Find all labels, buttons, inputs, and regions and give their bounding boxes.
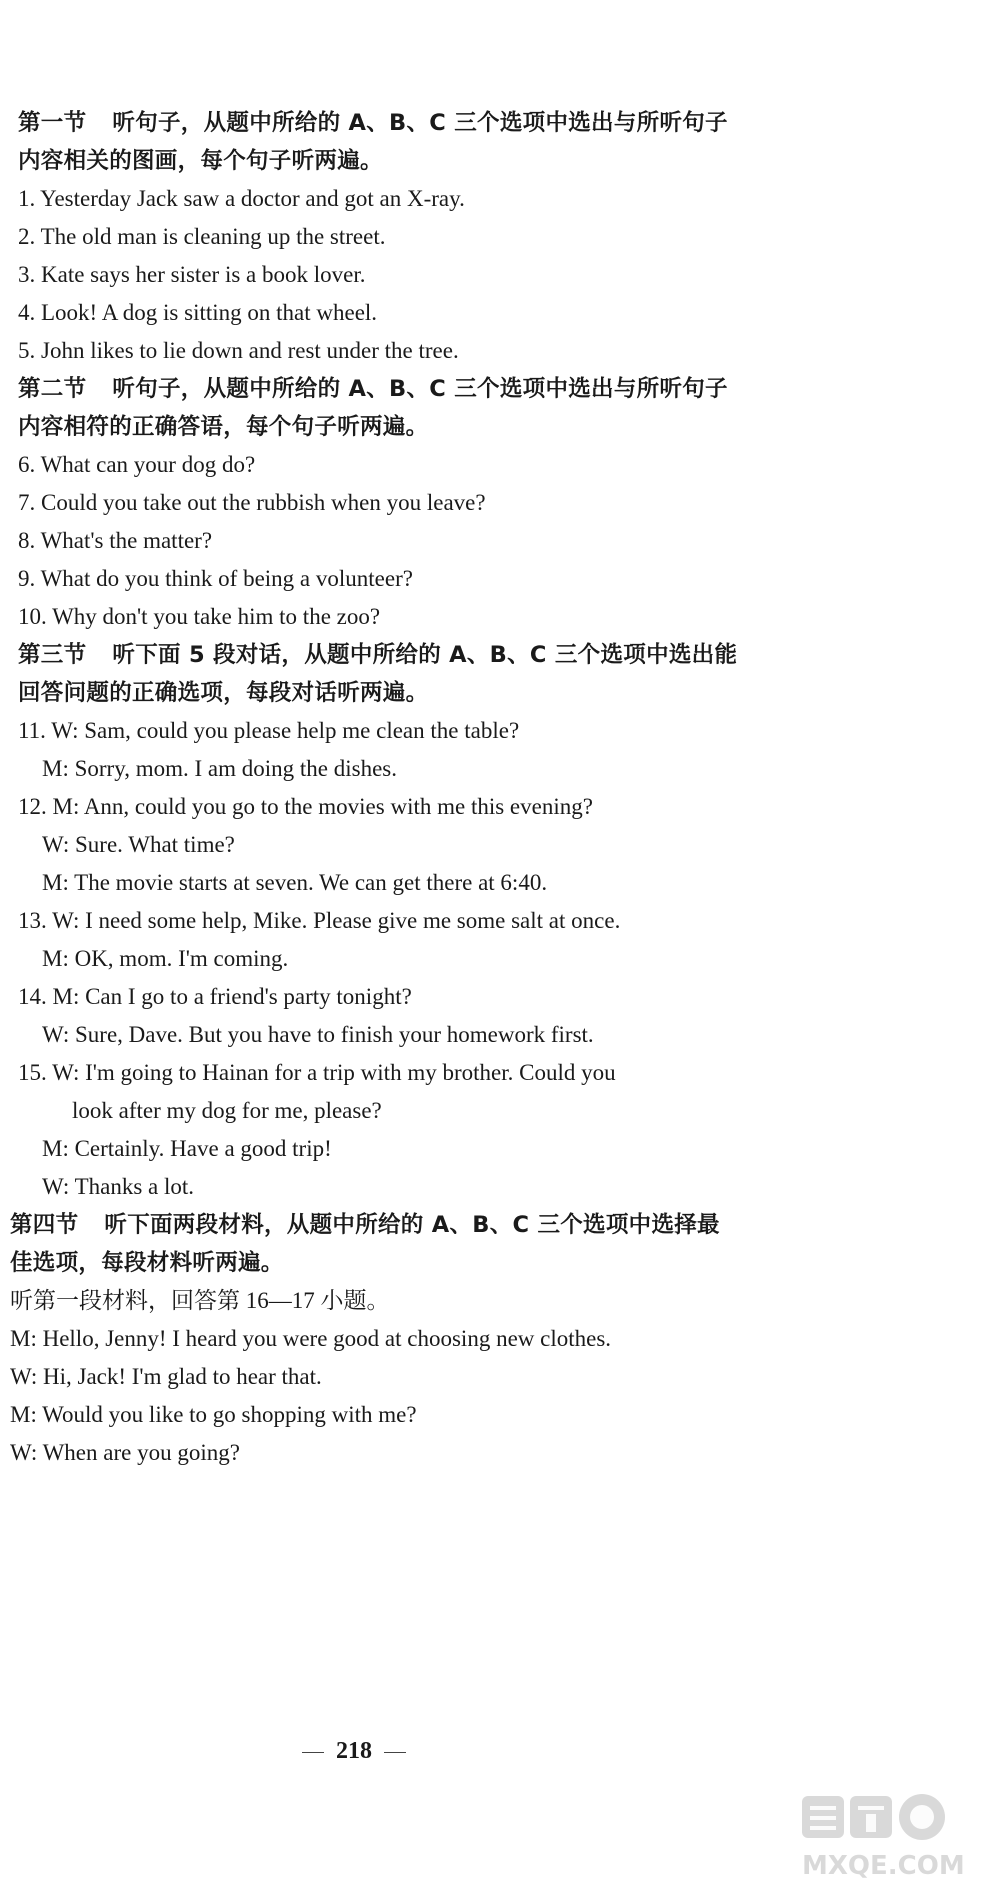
page-footer	[290, 1736, 418, 1766]
dialogue-13-line1: 13. W: I need some help, Mike. Please give me some salt at once.	[18, 908, 621, 933]
material-1-line1: M: Hello, Jenny! I heard you were good at choosing new clothes.	[10, 1326, 612, 1351]
section-3-label: 第三节	[18, 642, 87, 668]
section-4-instruction-line2: 佳选项，每段材料听两遍。	[10, 1250, 284, 1276]
section-4-instruction-line1: 听下面两段材料，从题中所给的 A、B、C 三个选项中选择最	[104, 1212, 720, 1238]
footer-dash-right	[384, 1752, 406, 1754]
page-number: 218	[336, 1738, 372, 1764]
material-1-line2: W: Hi, Jack! I'm glad to hear that.	[10, 1364, 322, 1389]
item-8: 8. What's the matter?	[18, 528, 213, 553]
dialogue-13-line2: M: OK, mom. I'm coming.	[42, 946, 289, 971]
footer-dash-left	[302, 1752, 324, 1754]
section-1-instruction-line1: 听句子，从题中所给的 A、B、C 三个选项中选出与所听句子	[112, 110, 728, 136]
section-1-label: 第一节	[18, 110, 87, 136]
material-1-intro: 听第一段材料，回答第 16—17 小题。	[10, 1288, 390, 1313]
dialogue-15-line3: W: Thanks a lot.	[42, 1174, 195, 1199]
section-3-instruction-line1: 听下面 5 段对话，从题中所给的 A、B、C 三个选项中选出能	[112, 642, 738, 668]
watermark-logo	[792, 1790, 992, 1886]
item-4: 4. Look! A dog is sitting on that wheel.	[18, 300, 378, 325]
material-1-line4: W: When are you going?	[10, 1440, 240, 1465]
item-7: 7. Could you take out the rubbish when you leave?	[18, 490, 486, 515]
svg-text:MXQE.COM: MXQE.COM	[802, 1851, 965, 1881]
dialogue-15-line2: M: Certainly. Have a good trip!	[42, 1136, 332, 1161]
section-3-heading	[18, 640, 737, 670]
material-1-line3: M: Would you like to go shopping with me?	[10, 1402, 417, 1427]
item-9: 9. What do you think of being a volunteer?	[18, 566, 413, 591]
section-2-instruction-line2: 内容相符的正确答语，每个句子听两遍。	[18, 414, 429, 440]
section-1-instruction-line2: 内容相关的图画，每个句子听两遍。	[18, 148, 383, 174]
section-2-label: 第二节	[18, 376, 87, 402]
section-4-label: 第四节	[10, 1212, 79, 1238]
dialogue-11-line2: M: Sorry, mom. I am doing the dishes.	[42, 756, 397, 781]
section-2-heading	[18, 374, 728, 404]
dialogue-14-line1: 14. M: Can I go to a friend's party tonight?	[18, 984, 412, 1009]
section-1-heading	[18, 108, 728, 138]
section-4-heading	[10, 1210, 720, 1240]
dialogue-15-line1-cont: look after my dog for me, please?	[72, 1098, 382, 1123]
section-3-instruction-line2: 回答问题的正确选项，每段对话听两遍。	[18, 680, 429, 706]
item-6: 6. What can your dog do?	[18, 452, 256, 477]
item-2: 2. The old man is cleaning up the street.	[18, 224, 386, 249]
dialogue-15-line1: 15. W: I'm going to Hainan for a trip with my brother. Could you	[18, 1060, 616, 1085]
dialogue-12-line3: M: The movie starts at seven. We can get there at 6:40.	[42, 870, 548, 895]
item-10: 10. Why don't you take him to the zoo?	[18, 604, 381, 629]
dialogue-12-line1: 12. M: Ann, could you go to the movies with me this evening?	[18, 794, 593, 819]
section-2-instruction-line1: 听句子，从题中所给的 A、B、C 三个选项中选出与所听句子	[112, 376, 728, 402]
dialogue-12-line2: W: Sure. What time?	[42, 832, 235, 857]
dialogue-11-line1: 11. W: Sam, could you please help me clean the table?	[18, 718, 520, 743]
item-1: 1. Yesterday Jack saw a doctor and got an X-ray.	[18, 186, 465, 211]
item-3: 3. Kate says her sister is a book lover.	[18, 262, 366, 287]
dialogue-14-line2: W: Sure, Dave. But you have to finish your homework first.	[42, 1022, 594, 1047]
item-5: 5. John likes to lie down and rest under the tree.	[18, 338, 459, 363]
